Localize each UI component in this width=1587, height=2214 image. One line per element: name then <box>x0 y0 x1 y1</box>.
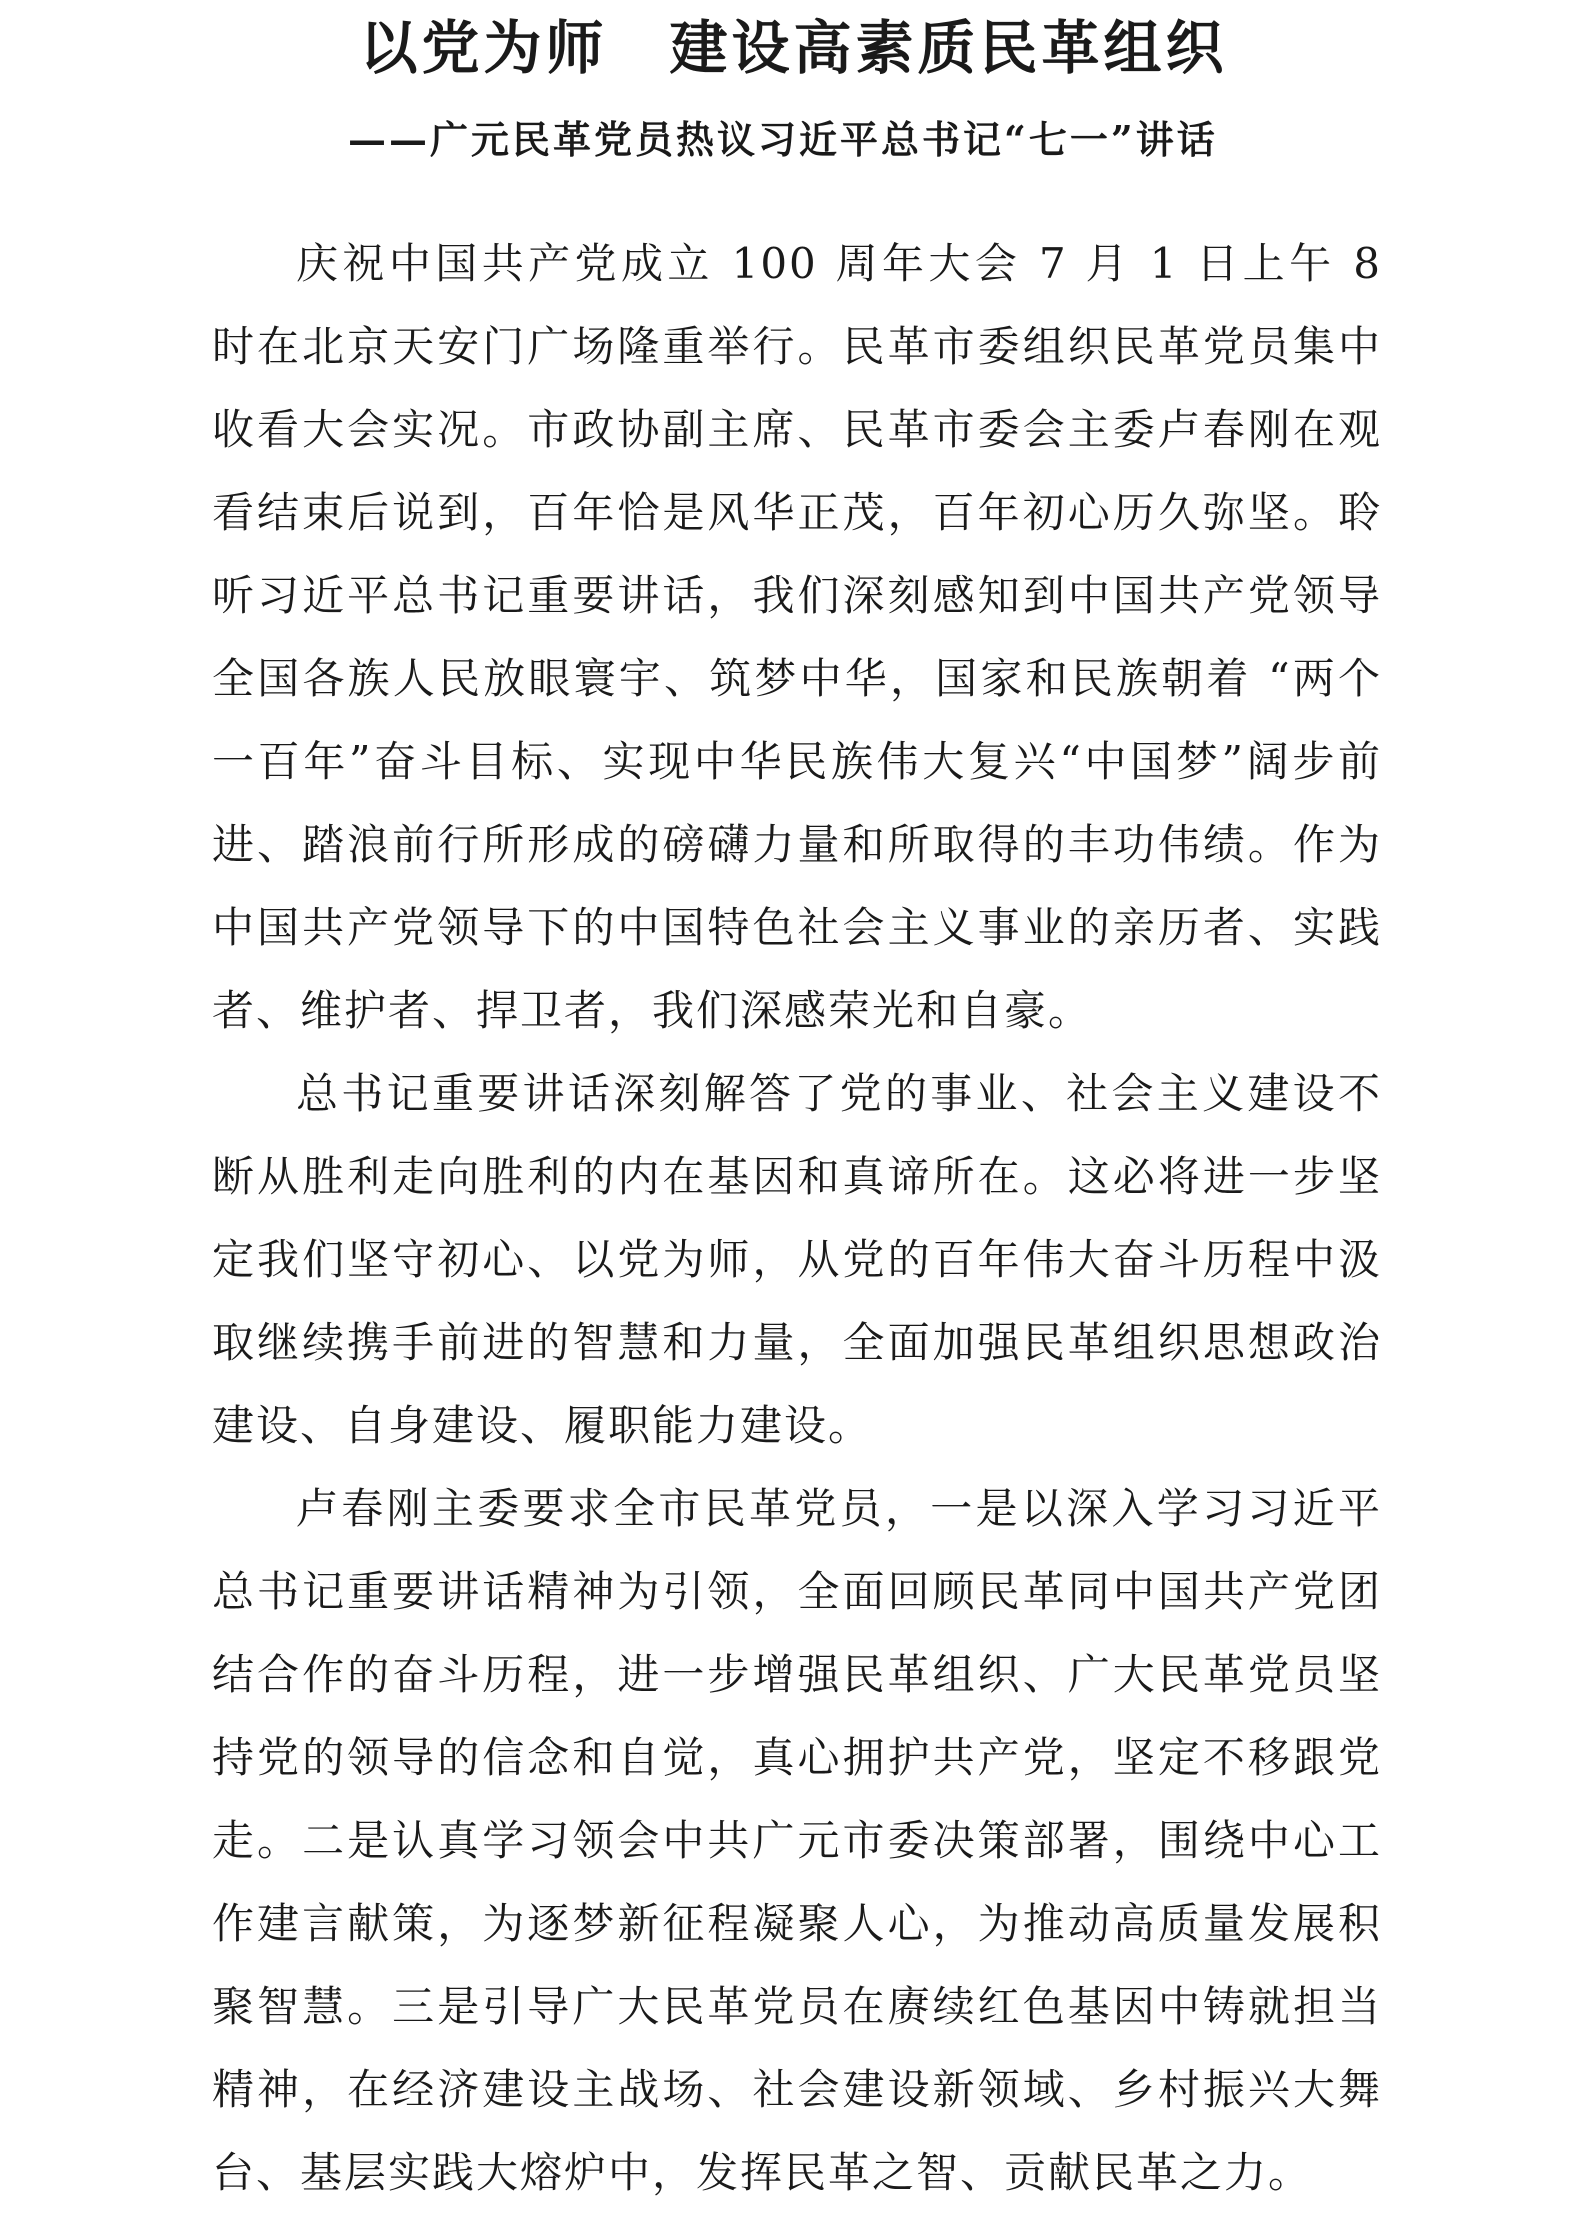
paragraph-3: 卢春刚主委要求全市民革党员，一是以深入学习习近平总书记重要讲话精神为引领，全面回顾民革同中国共产党团结合作的奋斗历程，进一步增强民革组织、广大民革党员坚持党的领导的信念和自觉，真心拥护共产党，坚定不移跟党走。二是认真学习领会中共广元市委决策部署，围绕中心工作建言献策，为逐梦新征程凝聚人心，为推动高质量发展积聚智慧。三是引导广大民革党员在赓续红色基因中铸就担当精神，在经济建设主战场、社会建设新领域、乡村振兴大舞台、基层实践大熔炉中，发挥民革之智、贡献民革之力。 <box>212 1484 1382 2197</box>
article-body <box>212 222 1382 2214</box>
paragraph-1: 庆祝中国共产党成立 100 周年大会 7 月 1 日上午 8 时在北京天安门广场隆重举行。民革市委组织民革党员集中收看大会实况。市政协副主席、民革市委会主委卢春刚在观看结束后说到，百年恰是风华正茂，百年初心历久弥坚。聆听习近平总书记重要讲话，我们深刻感知到中国共产党领导全国各族人民放眼寰宇、筑梦中华，国家和民族朝着 “两个一百年”奋斗目标、实现中华民族伟大复兴“中国梦”阔步前进、踏浪前行所形成的磅礴力量和所取得的丰功伟绩。作为中国共产党领导下的中国特色社会主义事业的亲历者、实践者、维护者、捍卫者，我们深感荣光和自豪。 <box>212 239 1382 1035</box>
paragraph-2: 总书记重要讲话深刻解答了党的事业、社会主义建设不断从胜利走向胜利的内在基因和真谛所在。这必将进一步坚定我们坚守初心、以党为师，从党的百年伟大奋斗历程中汲取继续携手前进的智慧和力量，全面加强民革组织思想政治建设、自身建设、履职能力建设。 <box>212 1069 1382 1450</box>
article-title: 以党为师 建设高素质民革组织 <box>359 14 1228 82</box>
article-subtitle: ——广元民革党员热议习近平总书记“七一”讲话 <box>348 117 1218 162</box>
